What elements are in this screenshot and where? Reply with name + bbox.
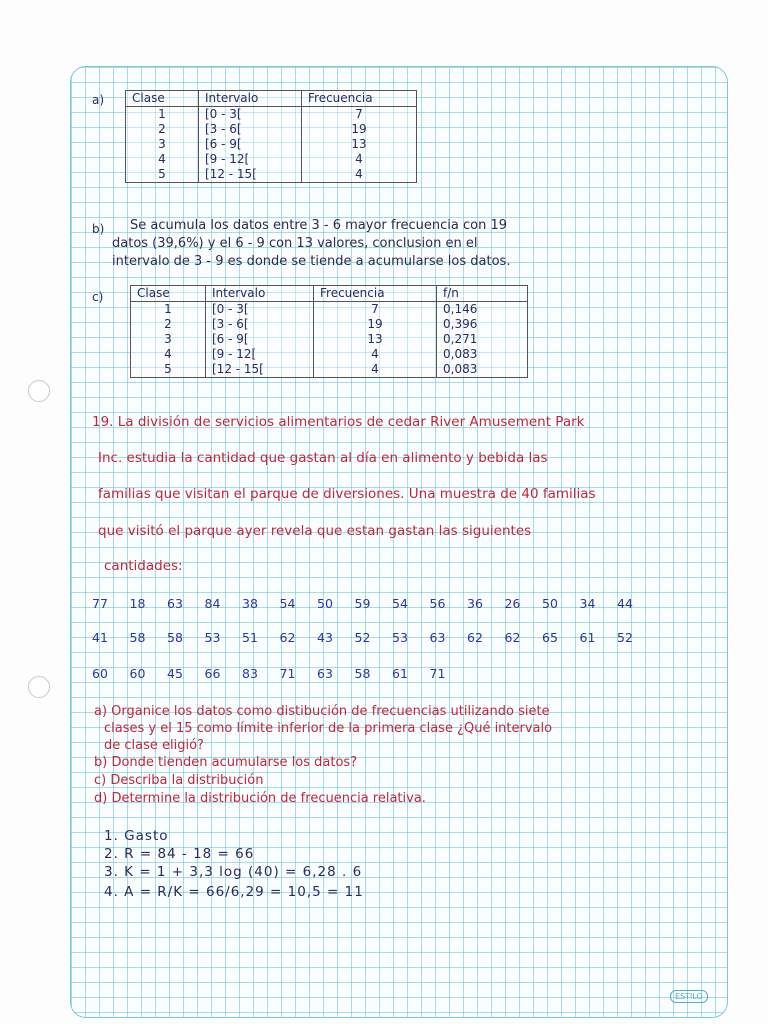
problem-19-line-3: familias que visitan el parque de diversiones. Una muestra de 40 familias: [98, 486, 596, 502]
data-value: 56: [429, 596, 446, 611]
table-c-header-clase: Clase: [131, 286, 206, 302]
problem-19-line-5: cantidades:: [104, 558, 183, 574]
table-a-cell: 4: [302, 152, 417, 167]
data-value: 59: [354, 596, 371, 611]
data-row-2: [92, 630, 655, 645]
data-value: 71: [279, 666, 296, 681]
table-c-cell: 4: [131, 347, 206, 362]
section-b-line-3: intervalo de 3 - 9 es donde se tiende a acumularse los datos.: [112, 254, 511, 269]
data-value: 63: [429, 630, 446, 645]
table-c-cell: 1: [131, 302, 206, 318]
data-value: 77: [92, 596, 108, 611]
table-c-cell: 0,146: [437, 302, 528, 318]
question-d: d) Determine la distribución de frecuencia relativa.: [94, 791, 426, 806]
data-value: 58: [354, 666, 371, 681]
table-c-cell: 7: [314, 302, 437, 318]
data-value: 63: [317, 666, 333, 681]
table-c-cell: [3 - 6[: [206, 317, 314, 332]
table-a-cell: [6 - 9[: [199, 137, 302, 152]
data-value: 61: [392, 666, 408, 681]
data-value: 62: [467, 630, 483, 645]
data-value: 50: [317, 596, 333, 611]
table-c-cell: 19: [314, 317, 437, 332]
question-a-line-1: a) Organice los datos como distibución de frecuencias utilizando siete: [94, 704, 550, 719]
data-value: 53: [204, 630, 221, 645]
table-a-row: [126, 107, 417, 123]
data-value: 18: [129, 596, 146, 611]
table-c-cell: [9 - 12[: [206, 347, 314, 362]
data-value: 53: [392, 630, 408, 645]
table-c-cell: 0,271: [437, 332, 528, 347]
table-a-cell: 19: [302, 122, 417, 137]
table-a-header-clase: Clase: [126, 91, 199, 107]
table-c-row: [131, 317, 528, 332]
problem-19-line-1: 19. La división de servicios alimentarios de cedar River Amusement Park: [92, 414, 585, 430]
data-value: 38: [242, 596, 258, 611]
data-value: 60: [92, 666, 108, 681]
table-c-cell: 13: [314, 332, 437, 347]
data-row-3: [92, 666, 467, 681]
data-value: 58: [167, 630, 183, 645]
table-c-row: [131, 347, 528, 362]
section-b-line-1: Se acumula los datos entre 3 - 6 mayor frecuencia con 19: [130, 218, 508, 233]
table-c-cell: 2: [131, 317, 206, 332]
calc-line-2: 2. R = 84 - 18 = 66: [104, 846, 255, 862]
problem-19-line-2: Inc. estudia la cantidad que gastan al día en alimento y bebida las: [98, 450, 548, 466]
data-value: 54: [392, 596, 408, 611]
table-a-cell: 1: [126, 107, 199, 123]
data-value: 43: [317, 630, 333, 645]
table-c-header-intervalo: Intervalo: [206, 286, 314, 302]
table-a-cell: 2: [126, 122, 199, 137]
data-value: 45: [167, 666, 183, 681]
section-a-label: a): [92, 93, 105, 107]
data-value: 44: [617, 596, 633, 611]
table-c-cell: 0,083: [437, 347, 528, 362]
table-a-row: [126, 152, 417, 167]
table-c-header-frecuencia: Frecuencia: [314, 286, 437, 302]
calc-line-1: 1. Gasto: [104, 828, 169, 844]
table-a-header-intervalo: Intervalo: [199, 91, 302, 107]
data-value: 65: [542, 630, 558, 645]
table-a-cell: 3: [126, 137, 199, 152]
question-b: b) Donde tienden acumularse los datos?: [94, 755, 358, 770]
frequency-table-a: [125, 90, 417, 183]
table-a-cell: 13: [302, 137, 417, 152]
binder-hole-bottom: [28, 676, 50, 698]
data-row-1: [92, 596, 655, 611]
frequency-table-c: [130, 285, 528, 378]
table-a-row: [126, 167, 417, 183]
data-value: 60: [129, 666, 146, 681]
table-c-cell: [12 - 15[: [206, 362, 314, 378]
data-value: 62: [504, 630, 521, 645]
data-value: 36: [467, 596, 483, 611]
table-a-header-frecuencia: Frecuencia: [302, 91, 417, 107]
table-c-cell: 0,396: [437, 317, 528, 332]
table-c-cell: 0,083: [437, 362, 528, 378]
data-value: 50: [542, 596, 558, 611]
table-a-row: [126, 137, 417, 152]
table-c-row: [131, 302, 528, 318]
question-a-line-2: clases y el 15 como límite inferior de la primera clase ¿Qué intervalo: [104, 721, 553, 736]
table-a-cell: 4: [126, 152, 199, 167]
table-c-cell: 4: [314, 362, 437, 378]
table-a-cell: [12 - 15[: [199, 167, 302, 183]
data-value: 52: [617, 630, 633, 645]
table-a-cell: [3 - 6[: [199, 122, 302, 137]
binder-hole-top: [28, 380, 50, 402]
data-value: 83: [242, 666, 258, 681]
data-value: 51: [242, 630, 258, 645]
table-c-header-fn: f/n: [437, 286, 528, 302]
data-value: 71: [429, 666, 446, 681]
table-a-cell: 4: [302, 167, 417, 183]
data-value: 58: [129, 630, 146, 645]
table-c-cell: [6 - 9[: [206, 332, 314, 347]
table-a-cell: 7: [302, 107, 417, 123]
table-c-row: [131, 332, 528, 347]
table-a-cell: [0 - 3[: [199, 107, 302, 123]
data-value: 52: [354, 630, 371, 645]
section-b-line-2: datos (39,6%) y el 6 - 9 con 13 valores, conclusion en el: [112, 236, 478, 251]
table-c-cell: 5: [131, 362, 206, 378]
table-a-row: [126, 122, 417, 137]
table-c-cell: [0 - 3[: [206, 302, 314, 318]
data-value: 41: [92, 630, 108, 645]
problem-19-line-4: que visitó el parque ayer revela que estan gastan las siguientes: [98, 523, 532, 539]
table-c-row: [131, 362, 528, 378]
data-value: 34: [579, 596, 596, 611]
section-c-label: c): [92, 290, 104, 304]
data-value: 61: [579, 630, 596, 645]
question-c: c) Describa la distribución: [94, 773, 264, 788]
table-c-cell: 3: [131, 332, 206, 347]
data-value: 63: [167, 596, 183, 611]
question-a-line-3: de clase eligió?: [104, 738, 204, 753]
data-value: 66: [204, 666, 221, 681]
calc-line-3: 3. K = 1 + 3,3 log (40) = 6,28 . 6: [104, 864, 363, 880]
data-value: 54: [279, 596, 296, 611]
data-value: 84: [204, 596, 221, 611]
table-a-cell: 5: [126, 167, 199, 183]
calc-line-4: 4. A = R/K = 66/6,29 = 10,5 = 11: [104, 884, 364, 900]
data-value: 26: [504, 596, 521, 611]
section-b-label: b): [92, 222, 105, 236]
data-value: 62: [279, 630, 296, 645]
brand-stamp: ESTILO: [670, 990, 708, 1003]
table-c-cell: 4: [314, 347, 437, 362]
table-a-cell: [9 - 12[: [199, 152, 302, 167]
